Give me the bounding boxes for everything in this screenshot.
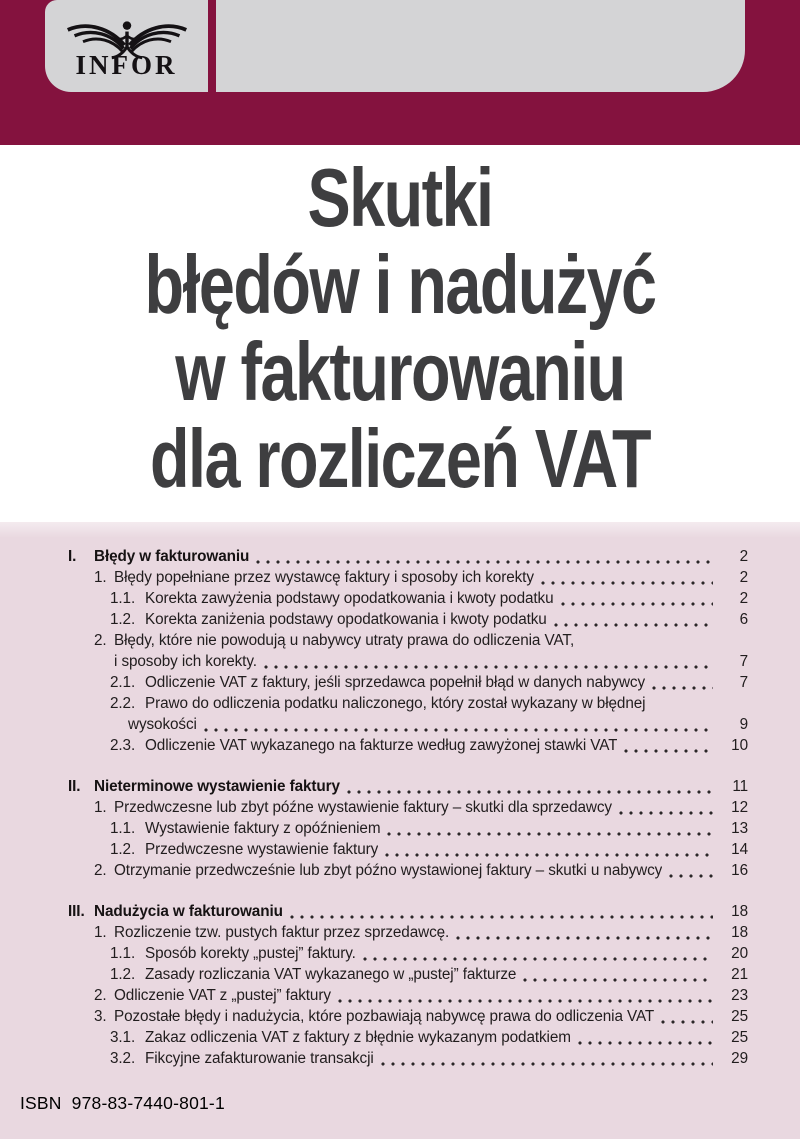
toc-dot-leader — [619, 811, 713, 815]
toc-dot-leader — [347, 790, 713, 794]
toc-page-number: 10 — [731, 737, 748, 754]
toc-entry-text: Błędy popełniane przez wystawcę faktury i sposoby ich korekty — [114, 569, 534, 586]
toc-entry-number: 1. — [94, 924, 107, 941]
toc-entry-number: 1.1. — [110, 590, 136, 607]
toc-entry-number: 2. — [94, 987, 107, 1004]
toc-dot-leader — [652, 686, 713, 690]
toc-entry-row — [68, 922, 748, 943]
isbn-label: ISBN — [20, 1093, 62, 1113]
toc-dot-leader — [554, 623, 713, 627]
toc-entry-number: 1.1. — [110, 945, 136, 962]
toc-dot-leader — [204, 728, 713, 732]
toc-entry-number: 1.2. — [110, 966, 136, 983]
toc-entry-row — [68, 630, 748, 651]
toc-page-number: 16 — [731, 862, 748, 879]
toc-entry-text: Nieterminowe wystawienie faktury — [94, 778, 340, 795]
title-line-3: w fakturowaniu — [175, 325, 625, 418]
toc-entry-row — [68, 860, 748, 881]
toc-dot-leader — [669, 874, 713, 878]
toc-dot-leader — [387, 832, 713, 836]
toc-section-row — [68, 901, 748, 922]
toc-entry-text: Wystawienie faktury z opóźnieniem — [145, 820, 381, 837]
toc-page-number: 2 — [739, 569, 748, 586]
toc-entry-number: II. — [68, 778, 81, 795]
toc-entry-text: i sposoby ich korekty. — [114, 653, 257, 670]
toc-entry-row — [68, 588, 748, 609]
toc-page-number: 12 — [731, 799, 748, 816]
toc-section — [68, 901, 748, 1069]
toc-dot-leader — [624, 749, 713, 753]
toc-section — [68, 546, 748, 756]
toc-page-number: 9 — [739, 716, 748, 733]
toc-entry-row — [68, 1048, 748, 1069]
toc-entry-text: Fikcyjne zafakturowanie transakcji — [145, 1050, 374, 1067]
toc-entry-row — [68, 985, 748, 1006]
header-blank-panel — [216, 0, 745, 92]
contents-area — [0, 522, 800, 1139]
toc-entry-row — [68, 609, 748, 630]
isbn — [0, 1093, 800, 1114]
toc-dot-leader — [385, 853, 713, 857]
toc-page-number: 7 — [739, 674, 748, 691]
toc-entry-row — [68, 672, 748, 693]
toc-dot-leader — [523, 978, 713, 982]
book-title — [0, 145, 800, 522]
toc-section-row — [68, 776, 748, 797]
infor-logo-panel — [45, 0, 208, 92]
toc-dot-leader — [541, 581, 713, 585]
toc-entry-text: Błędy, które nie powodują u nabywcy utraty prawa do odliczenia VAT, — [114, 632, 575, 649]
toc-dot-leader — [363, 957, 713, 961]
toc-section — [68, 776, 748, 881]
toc-entry-text: Korekta zaniżenia podstawy opodatkowania i kwoty podatku — [145, 611, 547, 628]
toc-entry-number: 1.1. — [110, 820, 136, 837]
header-band — [0, 0, 800, 145]
toc-dot-leader — [381, 1062, 713, 1066]
toc-entry-text: Odliczenie VAT z „pustej” faktury — [114, 987, 331, 1004]
title-line-1: Skutki — [307, 151, 493, 244]
toc-dot-leader — [578, 1041, 713, 1045]
toc-page-number: 20 — [731, 945, 748, 962]
toc-entry-row — [68, 839, 748, 860]
isbn-value: 978-83-7440-801-1 — [71, 1093, 225, 1113]
toc-entry-text: Sposób korekty „pustej” faktury. — [145, 945, 356, 962]
toc-page-number: 11 — [732, 778, 748, 795]
toc-entry-row — [68, 964, 748, 985]
toc-entry-row — [68, 1006, 748, 1027]
toc-page-number: 29 — [731, 1050, 748, 1067]
title-line-4: dla rozliczeń VAT — [150, 412, 650, 505]
toc-entry-number: 1. — [94, 569, 107, 586]
toc-dot-leader — [290, 915, 713, 919]
toc-entry-text: Pozostałe błędy i nadużycia, które pozbawiają nabywcę prawa do odliczenia VAT — [114, 1008, 655, 1025]
toc-entry-text: Przedwczesne wystawienie faktury — [145, 841, 379, 858]
toc-page-number: 23 — [731, 987, 748, 1004]
toc-entry-number: 3.2. — [110, 1050, 136, 1067]
toc-page-number: 18 — [731, 924, 748, 941]
toc-entry-number: 2.1. — [110, 674, 136, 691]
toc-dot-leader — [661, 1020, 713, 1024]
toc-entry-text: Odliczenie VAT wykazanego na fakturze według zawyżonej stawki VAT — [145, 737, 618, 754]
toc-entry-row — [68, 735, 748, 756]
toc-entry-number: 2.2. — [110, 695, 136, 712]
toc-page-number: 13 — [731, 820, 748, 837]
toc-page-number: 21 — [731, 966, 748, 983]
toc-entry-number: 2. — [94, 862, 107, 879]
toc-dot-leader — [256, 560, 713, 564]
toc-entry-text: Otrzymanie przedwcześnie lub zbyt późno wystawionej faktury – skutki u nabywcy — [114, 862, 663, 879]
toc-page-number: 18 — [731, 903, 748, 920]
toc-entry-text: Zasady rozliczania VAT wykazanego w „pustej” fakturze — [145, 966, 517, 983]
toc-page-number: 25 — [731, 1008, 748, 1025]
toc-dot-leader — [456, 936, 713, 940]
toc-page-number: 7 — [739, 653, 748, 670]
toc-page-number: 14 — [731, 841, 748, 858]
toc-entry-text: Odliczenie VAT z faktury, jeśli sprzedawca popełnił błąd w danych nabywcy — [145, 674, 646, 691]
toc-page-number: 2 — [739, 590, 748, 607]
toc-entry-number: I. — [68, 548, 77, 565]
toc-entry-row — [68, 567, 748, 588]
toc-entry-text: wysokości — [128, 716, 197, 733]
toc-entry-row — [68, 943, 748, 964]
toc-page-number: 2 — [739, 548, 748, 565]
toc-page-number: 6 — [739, 611, 748, 628]
toc-entry-row — [68, 1027, 748, 1048]
toc-entry-row — [68, 818, 748, 839]
toc-dot-leader — [338, 999, 713, 1003]
toc-entry-number: III. — [68, 903, 85, 920]
toc-entry-row — [68, 797, 748, 818]
infor-logo-text: INFOR — [75, 49, 178, 80]
toc-entry-number: 1.2. — [110, 841, 136, 858]
toc-entry-number: 2.3. — [110, 737, 136, 754]
toc-dot-leader — [264, 665, 713, 669]
toc-entry-text: Rozliczenie tzw. pustych faktur przez sprzedawcę. — [114, 924, 450, 941]
toc-entry-text: Błędy w fakturowaniu — [94, 548, 250, 565]
toc-entry-text: Prawo do odliczenia podatku naliczonego, który został wykazany w błędnej — [145, 695, 646, 712]
toc-page-number: 25 — [731, 1029, 748, 1046]
toc-dot-leader — [561, 602, 713, 606]
toc-section-row — [68, 546, 748, 567]
toc-entry-text: Korekta zawyżenia podstawy opodatkowania i kwoty podatku — [145, 590, 554, 607]
toc-entry-number: 2. — [94, 632, 107, 649]
toc-entry-number: 1.2. — [110, 611, 136, 628]
toc-entry-text: Przedwczesne lub zbyt późne wystawienie faktury – skutki dla sprzedawcy — [114, 799, 612, 816]
toc-entry-row — [68, 693, 748, 714]
title-line-2: błędów i nadużyć — [144, 238, 656, 331]
toc-entry-number: 3.1. — [110, 1029, 136, 1046]
toc-entry-text: Nadużycia w fakturowaniu — [94, 903, 283, 920]
toc-entry-number: 1. — [94, 799, 107, 816]
toc — [0, 522, 800, 1069]
toc-entry-number: 3. — [94, 1008, 107, 1025]
toc-entry-text: Zakaz odliczenia VAT z faktury z błędnie wykazanym podatkiem — [145, 1029, 571, 1046]
toc-entry-row — [68, 714, 748, 735]
toc-entry-row — [68, 651, 748, 672]
